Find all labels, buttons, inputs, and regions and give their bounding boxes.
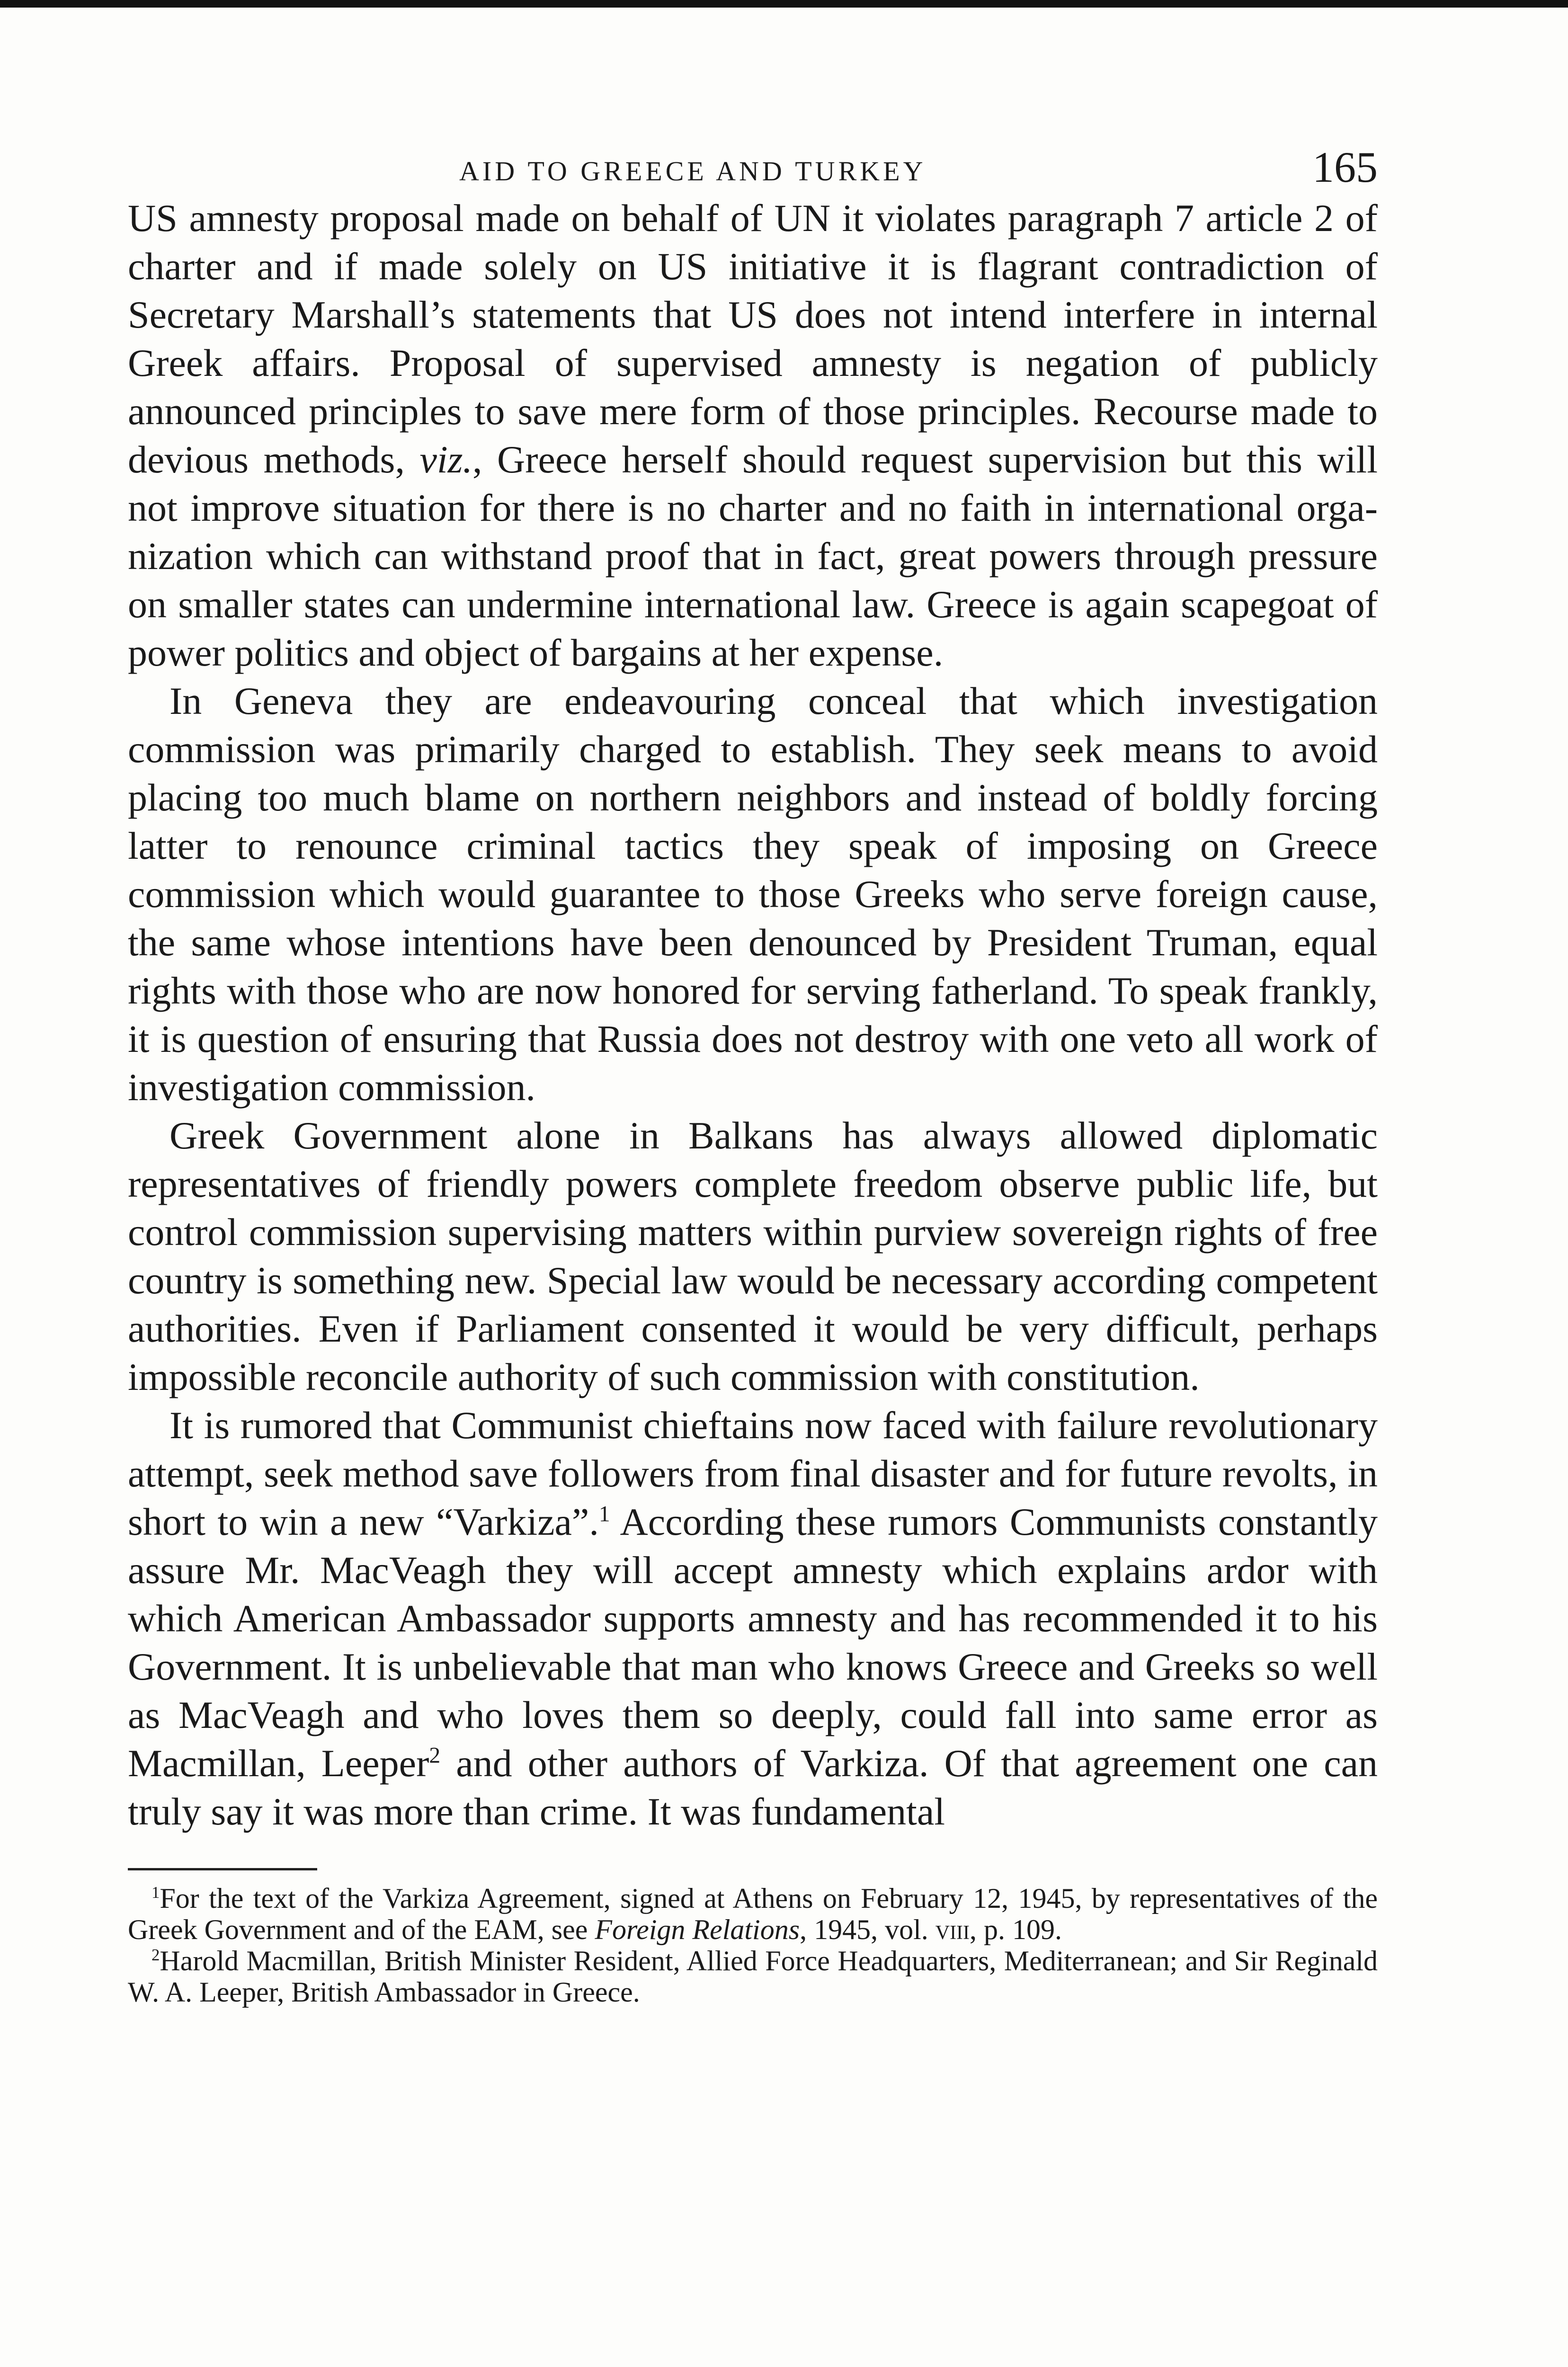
footnotes	[128, 1883, 1378, 2008]
page-top-border	[0, 0, 1568, 8]
footnote-ref-1[interactable]: 1	[598, 1502, 610, 1527]
paragraph-4	[128, 1401, 1378, 1836]
document-page	[128, 142, 1378, 2008]
paragraph-4-text-a: It is rumored that Communist chieftains now faced with failure revolutionary attempt, seek method save followers from final disaster and for future revolts, in short to win a new “Varkiza”.	[128, 1404, 1378, 1543]
paragraph-1	[128, 194, 1378, 677]
paragraph-3: Greek Government alone in Balkans has always allowed diplomatic representatives of friendly powers complete freedom observe public life, but control commission supervising matters within purview sovereign rights of free country is something new. Special law would be necessary according competent authorities. Even if Parliament consented it would be very difficult, perhaps impossible reconcile authority of such commission with constitution.	[128, 1114, 1378, 1398]
footnote-1-title: Foreign Relations	[595, 1914, 800, 1945]
footnote-1-text-c: , p. 109.	[970, 1914, 1062, 1945]
body-text	[128, 194, 1378, 1836]
footnote-divider	[128, 1868, 317, 1870]
footnote-1-text-a: For the text of the Varkiza Agreement, signed at Athens on February 12, 1945, by representatives of the Greek Government and of the EAM, see	[128, 1883, 1378, 1945]
paragraph-1-text-b: , Greece herself should request supervision but this will not improve situation for there is no charter and no faith in international organization which can withstand proof that in fact, great powers through pressure on smaller states can undermine international law. Greece is again scapegoat of power politics and object of bargains at her expense.	[128, 438, 1378, 674]
running-title: AID TO GREECE AND TURKEY	[459, 156, 927, 187]
paragraph-1-text-a: US amnesty proposal made on behalf of UN it violates paragraph 7 article 2 of charter and if made solely on US initiative it is flagrant contradiction of Secretary Marshall’s statements that US does not intend interfere in internal Greek affairs. Proposal of supervised amnesty is negation of publicly announced principles to save mere form of those principles. Recourse made to devious methods,	[128, 196, 1378, 481]
footnote-1-mark: 1	[151, 1883, 160, 1902]
footnote-2-text: Harold Macmillan, British Minister Resident, Allied Force Headquarters, Mediterranean; and Sir Reginald W. A. Leeper, British Ambassador in Greece.	[128, 1945, 1378, 2008]
viz-abbreviation: viz.	[419, 438, 473, 481]
footnote-2-mark: 2	[151, 1946, 160, 1964]
footnote-1	[128, 1883, 1378, 1945]
footnote-ref-2[interactable]: 2	[429, 1743, 441, 1768]
footnote-2	[128, 1945, 1378, 2008]
footnote-1-volume: viii	[935, 1914, 970, 1945]
running-header	[128, 142, 1378, 194]
paragraph-4-text-c: and other authors of Varkiza. Of that agreement one can truly say it was more than crime. It was fundamental	[128, 1742, 1378, 1833]
paragraph-2: In Geneva they are endeavouring conceal that which investigation commission was primarily charged to establish. They seek means to avoid placing too much blame on northern neighbors and instead of boldly forcing latter to renounce criminal tactics they speak of imposing on Greece commission which would guarantee to those Greeks who serve foreign cause, the same whose intentions have been denounced by President Truman, equal rights with those who are now honored for serving fatherland. To speak frankly, it is question of ensuring that Russia does not destroy with one veto all work of investigation commission.	[128, 679, 1378, 1109]
footnote-1-text-b: , 1945, vol.	[800, 1914, 935, 1945]
paragraph-4-text-b: According these rumors Communists constantly assure Mr. MacVeagh they will accept amnesty which explains ardor with which American Ambassador supports amnesty and has recommended it to his Government. It is unbelievable that man who knows Greece and Greeks so well as MacVeagh and who loves them so deeply, could fall into same error as Macmillan, Leeper	[128, 1500, 1378, 1785]
page-number: 165	[1312, 143, 1378, 191]
